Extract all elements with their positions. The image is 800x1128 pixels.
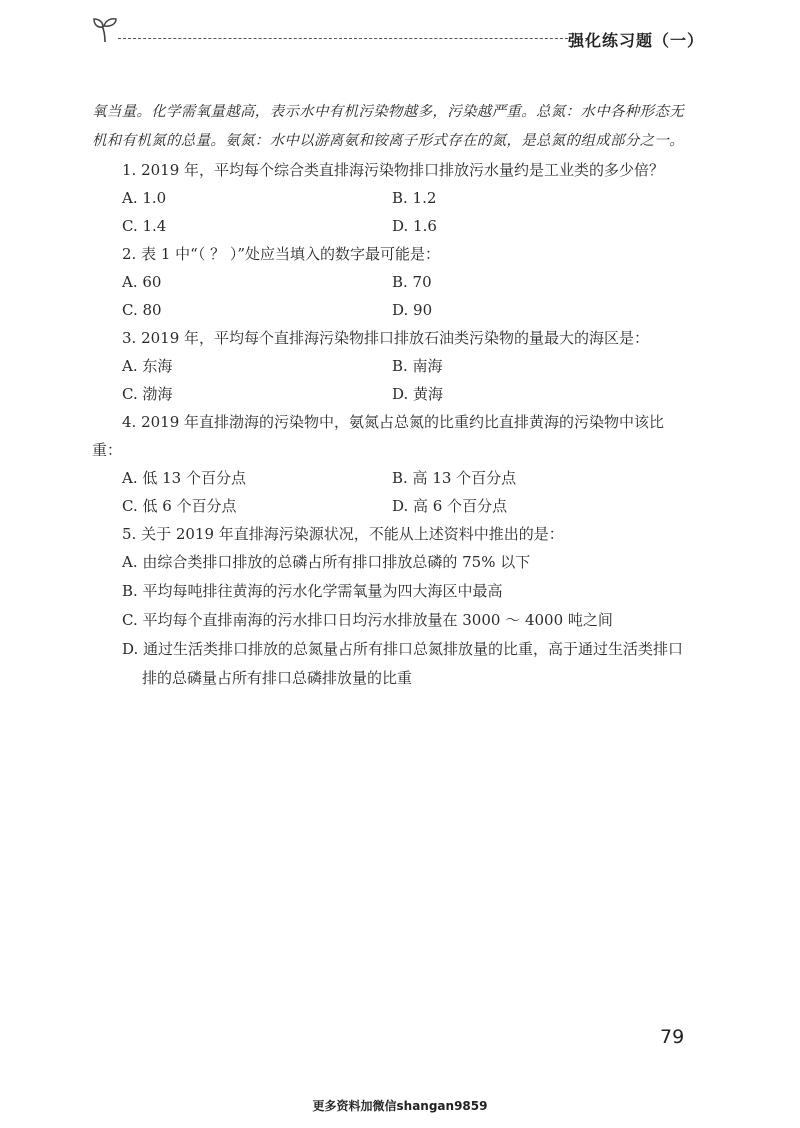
options [122, 548, 688, 693]
question-text: 3. 2019 年，平均每个直排海污染物排口排放石油类污染物的量最大的海区是： [122, 329, 650, 347]
option-b: B. 70 [392, 273, 432, 291]
options [122, 464, 688, 520]
page-header [92, 14, 706, 50]
question-text: 5. 关于 2019 年直排海污染源状况，不能从上述资料中推出的是： [122, 525, 564, 543]
question-text: 4. 2019 年直排渤海的污染物中，氨氮占总氮的比重约比直排黄海的污染物中该比重： [92, 413, 665, 459]
option-d: D. 高 6 个百分点 [392, 497, 508, 515]
option-c: C. 平均每个直排南海的污水排口日均污水排放量在 3000 ～ 4000 吨之间 [122, 611, 613, 629]
option-c: C. 80 [122, 301, 162, 319]
option-d: D. 通过生活类排口排放的总氮量占所有排口总氮排放量的比重，高于通过生活类排口排的总磷量占所有排口总磷排放量的比重 [122, 640, 684, 687]
options [122, 268, 688, 324]
intro-paragraph: 氧当量。化学需氧量越高，表示水中有机污染物越多，污染越严重。总氮：水中各种形态无机和有机氮的总量。氨氮：水中以游离氨和铵离子形式存在的氮，是总氮的组成部分之一。 [92, 104, 684, 149]
option-a: A. 60 [122, 273, 162, 291]
options [122, 184, 688, 240]
option-b: B. 1.2 [392, 189, 437, 207]
page-content [92, 98, 688, 693]
option-c: C. 渤海 [122, 385, 173, 403]
option-d: D. 1.6 [392, 217, 437, 235]
option-a: A. 低 13 个百分点 [122, 469, 246, 487]
option-b: B. 南海 [392, 357, 443, 375]
option-d: D. 黄海 [392, 385, 444, 403]
question-5 [92, 520, 688, 693]
option-b: B. 平均每吨排往黄海的污水化学需氧量为四大海区中最高 [122, 582, 503, 600]
option-d: D. 90 [392, 301, 433, 319]
page-number: 79 [660, 1026, 685, 1048]
footer-note: 更多资料加微信shangan9859 [312, 1099, 488, 1113]
sprout-icon [92, 14, 118, 44]
question-1 [92, 156, 688, 240]
question-3 [92, 324, 688, 408]
option-a: A. 由综合类排口排放的总磷占所有排口排放总磷的 75% 以下 [122, 553, 531, 571]
option-b: B. 高 13 个百分点 [392, 469, 517, 487]
question-4 [92, 408, 688, 520]
option-c: C. 1.4 [122, 217, 167, 235]
question-2 [92, 240, 688, 324]
question-text: 1. 2019 年，平均每个综合类直排海污染物排口排放污水量约是工业类的多少倍？ [122, 161, 665, 179]
header-divider [118, 38, 588, 39]
option-a: A. 东海 [122, 357, 173, 375]
options [122, 352, 688, 408]
option-c: C. 低 6 个百分点 [122, 497, 237, 515]
option-a: A. 1.0 [122, 189, 167, 207]
question-text: 2. 表 1 中“（ ？ ）”处应当填入的数字最可能是： [122, 245, 441, 263]
section-title: 强化练习题（一） [567, 31, 704, 50]
